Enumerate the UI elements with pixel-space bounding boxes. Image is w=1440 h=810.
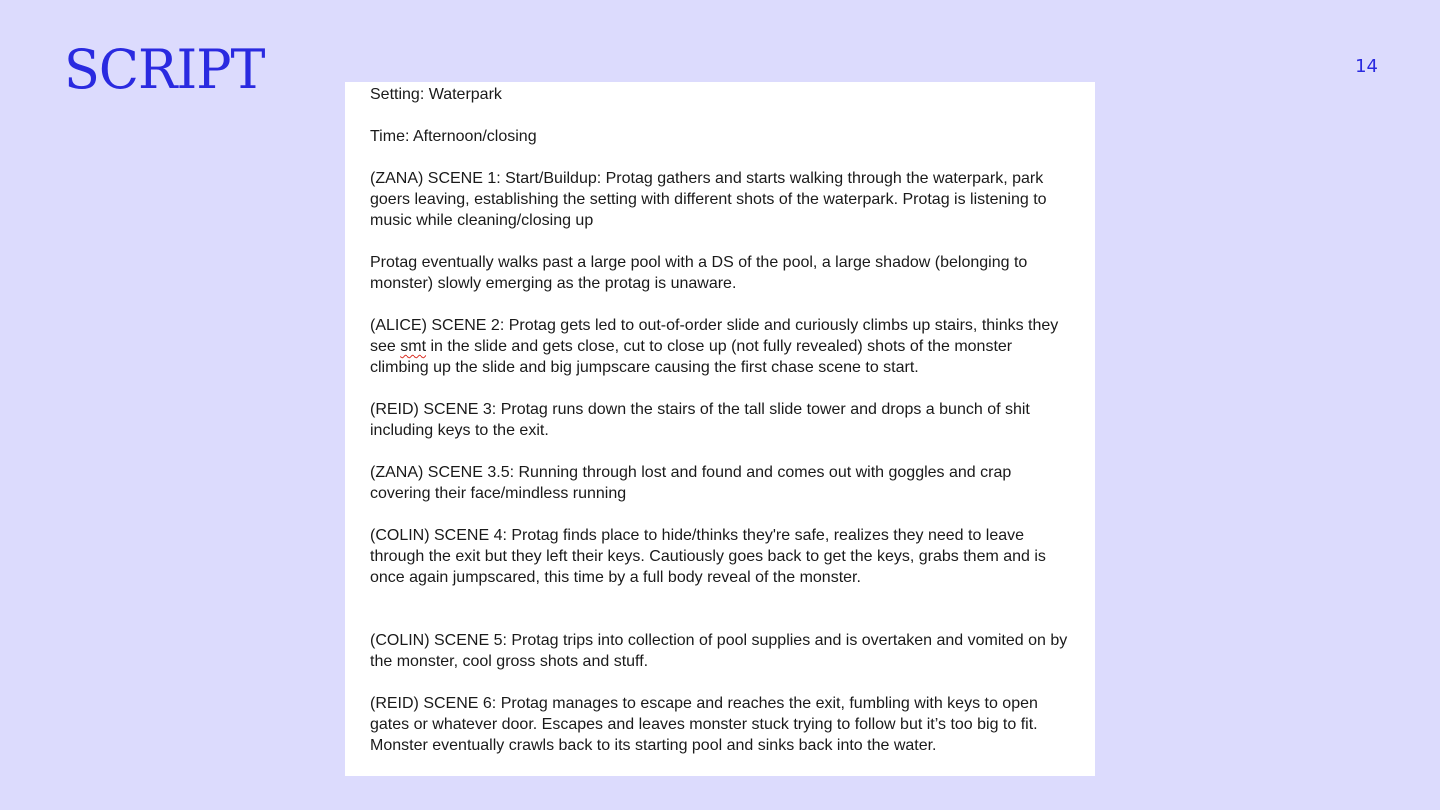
script-document	[345, 82, 1095, 776]
scene-1-continued-paragraph: Protag eventually walks past a large pool with a DS of the pool, a large shadow (belonging to monster) slowly emerging as the protag is unaware.	[370, 254, 1028, 292]
scene-4-paragraph: (COLIN) SCENE 4: Protag finds place to hide/thinks they're safe, realizes they need to leave through the exit but they left their keys. Cautiously goes back to get the keys, grabs them and is once again jumpscared, this time by a full body reveal of the monster.	[370, 527, 1046, 586]
slide-title: SCRIPT	[64, 38, 265, 101]
scene-2-paragraph	[370, 315, 1071, 378]
misspelled-word[interactable]: smt	[400, 338, 427, 355]
scene-2-text-end: in the slide and gets close, cut to close up (not fully revealed) shots of the monster climbing up the slide and big jumpscare causing the first chase scene to start.	[370, 338, 1013, 376]
scene-6-paragraph: (REID) SCENE 6: Protag manages to escape and reaches the exit, fumbling with keys to open gates or whatever door. Escapes and leaves monster stuck trying to follow but it’s too big to fit. Monster eventually crawls back to its starting pool and sinks back into the water.	[370, 695, 1038, 754]
scene-3-paragraph: (REID) SCENE 3: Protag runs down the stairs of the tall slide tower and drops a bunch of shit including keys to the exit.	[370, 401, 1030, 439]
setting-line: Setting: Waterpark	[370, 86, 502, 103]
time-line: Time: Afternoon/closing	[370, 128, 537, 145]
scene-2-text-start: (ALICE) SCENE 2: Protag gets led to out-of-order slide and curiously climbs up stairs, thinks they see	[370, 317, 1059, 355]
scene-5-paragraph: (COLIN) SCENE 5: Protag trips into collection of pool supplies and is overtaken and vomited on by the monster, cool gross shots and stuff.	[370, 632, 1068, 670]
scene-1-paragraph: (ZANA) SCENE 1: Start/Buildup: Protag gathers and starts walking through the waterpark, park goers leaving, establishing the setting with different shots of the waterpark. Protag is listening to music while cleaning/closing up	[370, 170, 1047, 229]
scene-3-5-paragraph: (ZANA) SCENE 3.5: Running through lost and found and comes out with goggles and crap covering their face/mindless running	[370, 464, 1012, 502]
page-number: 14	[1355, 56, 1378, 77]
